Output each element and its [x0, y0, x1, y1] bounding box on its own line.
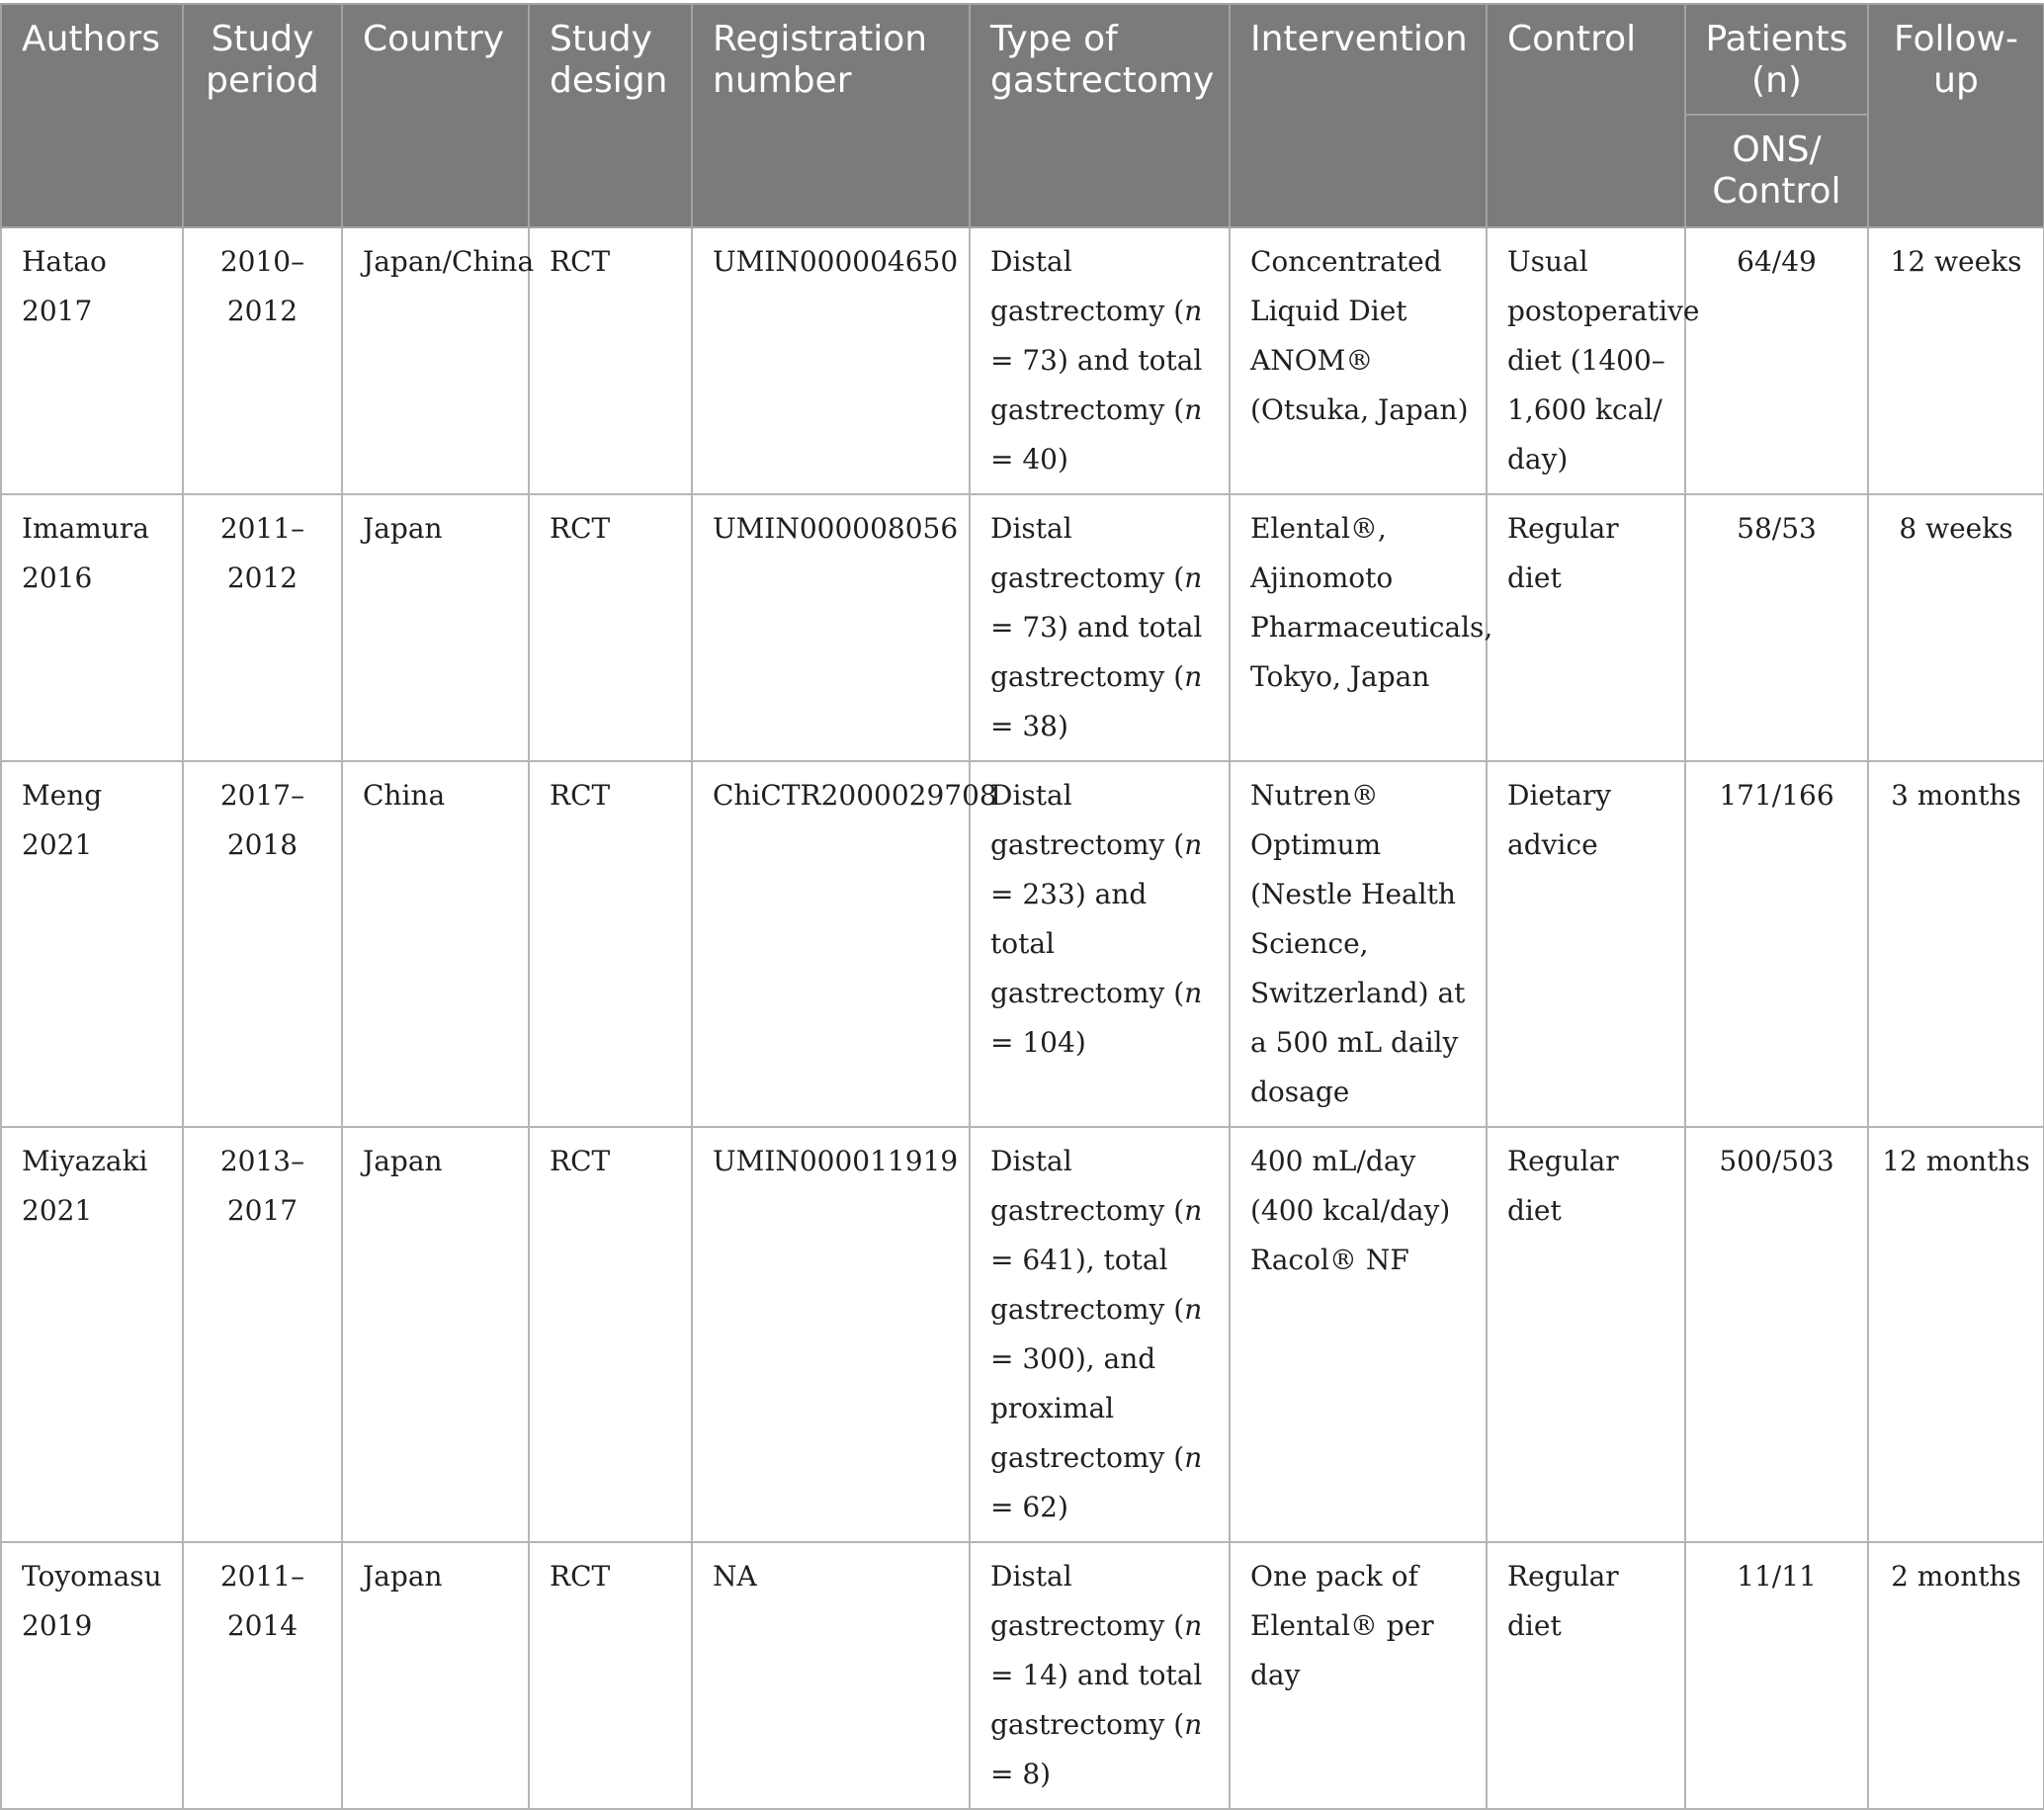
header-country: Country: [342, 4, 529, 227]
cell-type-of-gastrectomy: Distal gastrectomy (n = 233) and total gastrectomy (n = 104): [970, 761, 1230, 1127]
cell-country: China: [342, 761, 529, 1127]
cell-registration-number: UMIN000004650: [692, 227, 970, 494]
cell-study-design: RCT: [529, 227, 692, 494]
cell-intervention: Elental®, Ajinomoto Pharmaceuticals, Tokyo, Japan: [1230, 494, 1487, 761]
header-control: Control: [1487, 4, 1685, 227]
cell-country: Japan: [342, 1127, 529, 1542]
cell-patients: 171/166: [1685, 761, 1868, 1127]
cell-control: Regular diet: [1487, 494, 1685, 761]
cell-type-of-gastrectomy: Distal gastrectomy (n = 73) and total gastrectomy (n = 40): [970, 227, 1230, 494]
cell-registration-number: UMIN000011919: [692, 1127, 970, 1542]
table-row: [1, 494, 2044, 761]
cell-follow-up: 12 months: [1868, 1127, 2044, 1542]
cell-patients: 58/53: [1685, 494, 1868, 761]
cell-control: Dietary advice: [1487, 761, 1685, 1127]
cell-study-design: RCT: [529, 1542, 692, 1809]
cell-study-period: 2010–2012: [183, 227, 342, 494]
header-authors: Authors: [1, 4, 183, 227]
header-patients-ons-control: ONS/ Control: [1685, 115, 1868, 227]
table-row: [1, 227, 2044, 494]
cell-follow-up: 8 weeks: [1868, 494, 2044, 761]
header-patients: Patients (n): [1685, 4, 1868, 115]
cell-study-design: RCT: [529, 761, 692, 1127]
cell-study-period: 2011–2014: [183, 1542, 342, 1809]
cell-authors: Meng 2021: [1, 761, 183, 1127]
cell-type-of-gastrectomy: Distal gastrectomy (n = 14) and total gastrectomy (n = 8): [970, 1542, 1230, 1809]
cell-authors: Hatao 2017: [1, 227, 183, 494]
cell-study-design: RCT: [529, 494, 692, 761]
cell-control: Regular diet: [1487, 1127, 1685, 1542]
cell-intervention: 400 mL/day (400 kcal/day) Racol® NF: [1230, 1127, 1487, 1542]
cell-country: Japan: [342, 494, 529, 761]
cell-authors: Toyomasu 2019: [1, 1542, 183, 1809]
cell-type-of-gastrectomy: Distal gastrectomy (n = 73) and total gastrectomy (n = 38): [970, 494, 1230, 761]
cell-patients: 500/503: [1685, 1127, 1868, 1542]
header-study-period: Study period: [183, 4, 342, 227]
cell-follow-up: 3 months: [1868, 761, 2044, 1127]
cell-control: Regular diet: [1487, 1542, 1685, 1809]
cell-follow-up: 12 weeks: [1868, 227, 2044, 494]
cell-type-of-gastrectomy: Distal gastrectomy (n = 641), total gastrectomy (n = 300), and proximal gastrectomy (n = 62): [970, 1127, 1230, 1542]
table-row: [1, 761, 2044, 1127]
table-header: [1, 4, 2044, 227]
cell-country: Japan/China: [342, 227, 529, 494]
cell-study-period: 2017–2018: [183, 761, 342, 1127]
cell-follow-up: 2 months: [1868, 1542, 2044, 1809]
cell-study-design: RCT: [529, 1127, 692, 1542]
header-follow-up: Follow-up: [1868, 4, 2044, 227]
cell-patients: 64/49: [1685, 227, 1868, 494]
cell-registration-number: UMIN000008056: [692, 494, 970, 761]
cell-patients: 11/11: [1685, 1542, 1868, 1809]
cell-intervention: Concentrated Liquid Diet ANOM® (Otsuka, Japan): [1230, 227, 1487, 494]
cell-intervention: One pack of Elental® per day: [1230, 1542, 1487, 1809]
cell-study-period: 2011–2012: [183, 494, 342, 761]
studies-table: [0, 3, 2044, 1810]
cell-country: Japan: [342, 1542, 529, 1809]
table-row: [1, 1542, 2044, 1809]
cell-registration-number: NA: [692, 1542, 970, 1809]
header-registration-number: Registration number: [692, 4, 970, 227]
cell-control: Usual postoperative diet (1400–1,600 kcal/ day): [1487, 227, 1685, 494]
header-intervention: Intervention: [1230, 4, 1487, 227]
cell-study-period: 2013–2017: [183, 1127, 342, 1542]
cell-registration-number: ChiCTR2000029708: [692, 761, 970, 1127]
header-study-design: Study design: [529, 4, 692, 227]
table-row: [1, 1127, 2044, 1542]
table-body: [1, 227, 2044, 1809]
cell-authors: Imamura 2016: [1, 494, 183, 761]
header-type-of-gastrectomy: Type of gastrectomy: [970, 4, 1230, 227]
cell-intervention: Nutren® Optimum (Nestle Health Science, Switzerland) at a 500 mL daily dosage: [1230, 761, 1487, 1127]
cell-authors: Miyazaki 2021: [1, 1127, 183, 1542]
